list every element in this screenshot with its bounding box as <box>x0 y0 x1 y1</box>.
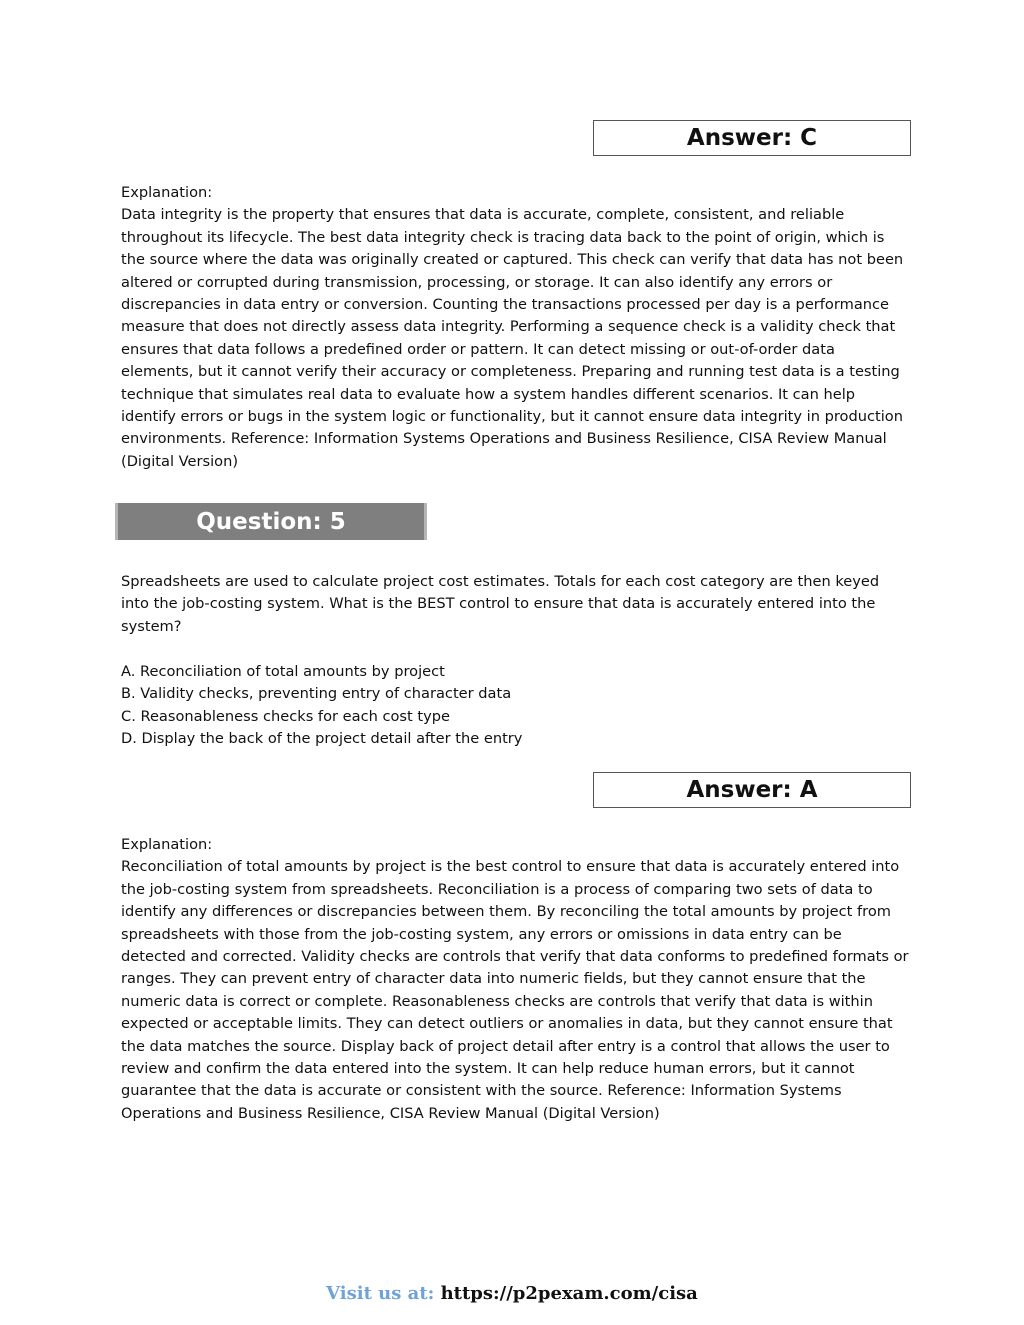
explanation-2-body: Reconciliation of total amounts by project is the best control to ensure that data is accurately entered into the job-costing system from spreadsheets. Reconciliation is a process of comparing two sets of data to identify any differences or discrepancies between them. By reconciling the total amounts by project from spreadsheets with those from the job-costing system, any errors or omissions in data entry can be detected and corrected. Validity checks are controls that verify that data conforms to predefined formats or ranges. They can prevent entry of character data into numeric fields, but they cannot ensure that the numeric data is correct or complete. Reasonableness checks are controls that verify that data is within expected or acceptable limits. They can detect outliers or anomalies in data, but they cannot ensure that the data matches the source. Display back of project detail after entry is a control that allows the user to review and confirm the data entered into the system. It can help reduce human errors, but it cannot guarantee that the data is accurate or consistent with the source. Reference: Information Systems Operations and Business Resilience, CISA Review Manual (Digital Version) <box>121 858 909 1122</box>
answer-a-box <box>593 772 911 808</box>
option-c: C. Reasonableness checks for each cost type <box>121 707 450 725</box>
explanation-1-heading: Explanation: <box>121 184 213 201</box>
explanation-1-body: Data integrity is the property that ensures that data is accurate, complete, consistent, and reliable throughout its lifecycle. The best data integrity check is tracing data back to the point of origin, which is the source where the data was originally created or captured. This check can verify that data has not been altered or corrupted during transmission, processing, or storage. It can also identify any errors or discrepancies in data entry or conversion. Counting the transactions processed per day is a performance measure that does not directly assess data integrity. Performing a sequence check is a validity check that ensures that data follows a predefined order or pattern. It can detect missing or out-of-order data elements, but it cannot verify their accuracy or completeness. Preparing and running test data is a testing technique that simulates real data to evaluate how a system handles different scenarios. It can help identify errors or bugs in the system logic or functionality, but it cannot ensure data integrity in production environments. Reference: Information Systems Operations and Business Resilience, CISA Review Manual (Digital Version) <box>121 206 904 470</box>
question-5-label: Question: 5 <box>196 508 346 535</box>
footer-visit-label: Visit us at: <box>326 1283 435 1304</box>
question-5-text: Spreadsheets are used to calculate project cost estimates. Totals for each cost category are then keyed into the job-costing system. What is the BEST control to ensure that data is accurately entered into the system? <box>121 573 880 635</box>
footer <box>0 1283 1024 1304</box>
answer-a-label: Answer: A <box>686 777 818 803</box>
footer-url-link[interactable]: https://p2pexam.com/cisa <box>440 1283 698 1304</box>
answer-c-label: Answer: C <box>686 125 818 151</box>
question-5-body <box>121 571 911 638</box>
question-5-options <box>121 661 911 751</box>
option-d: D. Display the back of the project detail after the entry <box>121 730 523 748</box>
explanation-2 <box>121 834 911 1125</box>
option-b: B. Validity checks, preventing entry of character data <box>121 685 512 703</box>
option-a: A. Reconciliation of total amounts by project <box>121 663 445 680</box>
question-5-header <box>115 503 427 540</box>
explanation-1 <box>121 182 911 473</box>
answer-c-box <box>593 120 911 156</box>
explanation-2-heading: Explanation: <box>121 836 213 853</box>
